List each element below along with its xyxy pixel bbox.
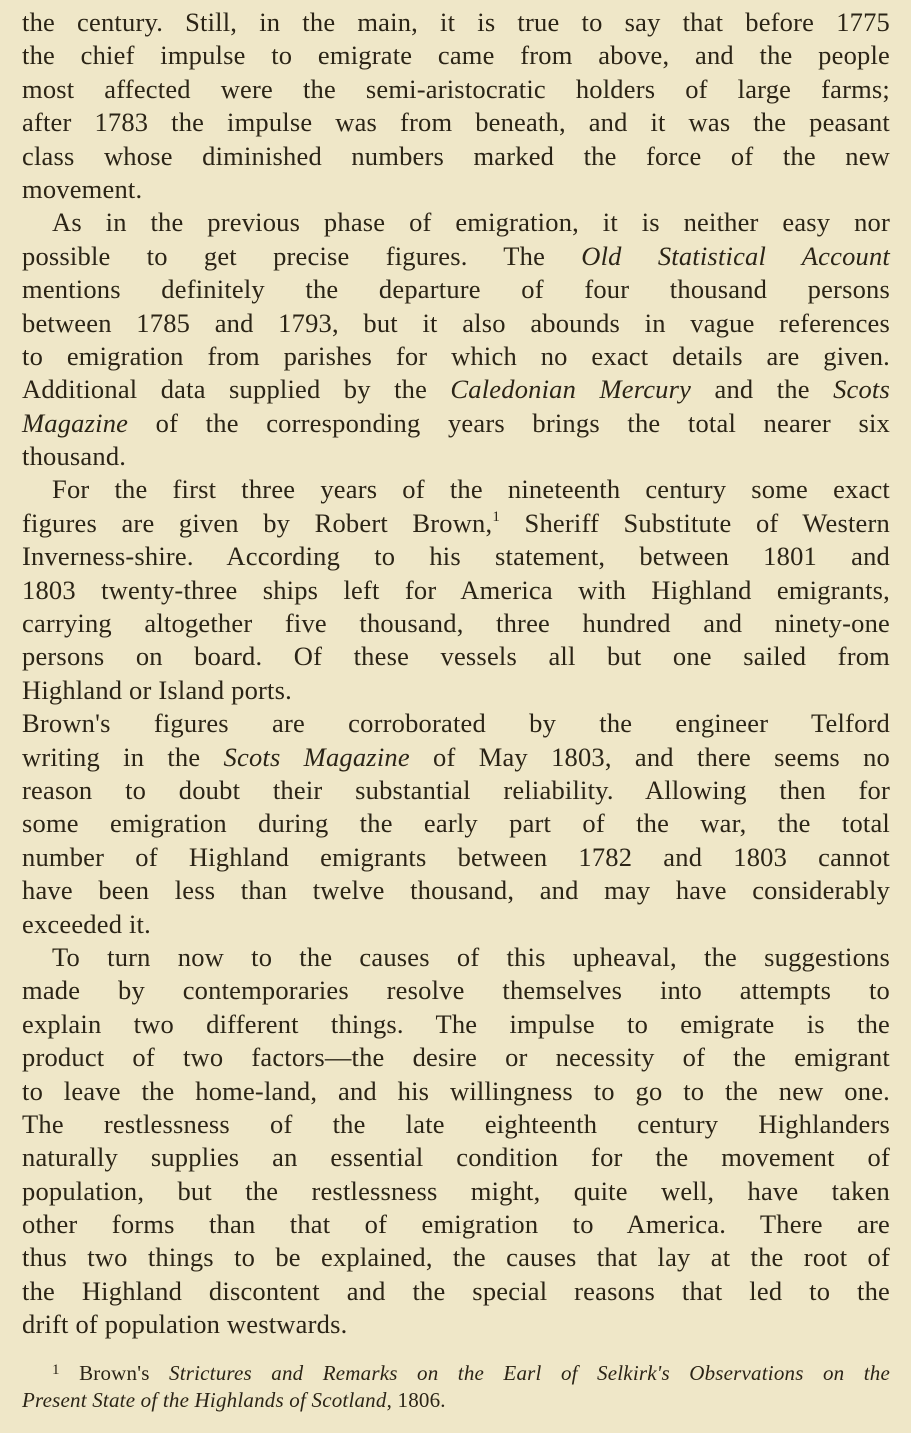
footnote-marker: 1 <box>492 508 501 525</box>
text-segment: of May 1803, and there seems no <box>409 741 890 772</box>
italic-title: Old Statistical Account <box>581 240 890 271</box>
text-segment: persons on board. Of these vessels all but one sailed from <box>22 641 890 672</box>
text-line <box>22 774 890 807</box>
text-line <box>22 1208 890 1241</box>
text-line <box>22 173 890 206</box>
text-line <box>22 206 890 239</box>
text-segment: Brown's figures are corroborated by the engineer Telford <box>22 708 890 739</box>
text-segment: thus two things to be explained, the causes that lay at the root of <box>22 1242 890 1273</box>
italic-title: Caledonian Mercury <box>450 374 692 405</box>
paragraph <box>22 473 890 707</box>
text-segment: Sheriff Substitute of Western <box>500 507 890 538</box>
text-segment: to emigration from parishes for which no exact details are given. <box>22 340 890 371</box>
text-line <box>22 507 890 540</box>
text-line <box>22 106 890 139</box>
text-segment: mentions definitely the departure of four thousand persons <box>22 274 890 305</box>
text-line <box>22 1308 890 1341</box>
text-line <box>22 73 890 106</box>
text-line <box>22 1360 890 1387</box>
text-line <box>22 39 890 72</box>
text-segment: naturally supplies an essential condition for the movement of <box>22 1142 890 1173</box>
text-line <box>22 1008 890 1041</box>
text-line <box>22 140 890 173</box>
text-line <box>22 407 890 440</box>
text-line <box>22 674 890 707</box>
footnote-marker: 1 <box>52 1362 60 1378</box>
text-line <box>22 373 890 406</box>
text-segment: For the first three years of the nineteenth century some exact <box>52 474 890 505</box>
text-line <box>22 607 890 640</box>
text-line <box>22 1075 890 1108</box>
text-line <box>22 941 890 974</box>
text-segment: Brown's <box>59 1361 169 1385</box>
text-segment: To turn now to the causes of this upheaval, the suggestions <box>52 941 890 972</box>
text-line <box>22 1175 890 1208</box>
text-line <box>22 340 890 373</box>
text-line <box>22 707 890 740</box>
text-segment: writing in the <box>22 741 224 772</box>
italic-title: Scots Magazine <box>223 741 410 772</box>
text-line <box>22 473 890 506</box>
text-line <box>22 1387 890 1414</box>
text-segment: exceeded it. <box>22 908 151 939</box>
text-segment: population, but the restlessness might, quite well, have taken <box>22 1175 890 1206</box>
text-line <box>22 574 890 607</box>
text-segment: to leave the home-land, and his willingness to go to the new one. <box>22 1075 890 1106</box>
text-line <box>22 440 890 473</box>
text-segment: the Highland discontent and the special reasons that led to the <box>22 1275 890 1306</box>
text-segment: figures are given by Robert Brown, <box>22 507 493 538</box>
text-line <box>22 974 890 1007</box>
text-segment: the century. Still, in the main, it is true to say that before 1775 <box>22 7 890 37</box>
text-segment: after 1783 the impulse was from beneath, and it was the peasant <box>22 107 890 138</box>
text-segment: the chief impulse to emigrate came from above, and the people <box>22 40 890 71</box>
text-line <box>22 1241 890 1274</box>
italic-title: Present State of the Highlands of Scotland <box>22 1388 387 1412</box>
text-segment: have been less than twelve thousand, and may have considerably <box>22 875 890 906</box>
text-line <box>22 807 890 840</box>
text-segment: product of two factors—the desire or necessity of the emigrant <box>22 1042 890 1073</box>
body-text <box>22 6 890 1342</box>
text-segment: thousand. <box>22 441 127 472</box>
text-line <box>22 908 890 941</box>
italic-title: Magazine <box>22 407 129 438</box>
text-segment: and the <box>691 374 834 405</box>
text-segment: other forms than that of emigration to America. There are <box>22 1209 890 1240</box>
text-segment: made by contemporaries resolve themselves into attempts to <box>22 975 890 1006</box>
text-segment: drift of population westwards. <box>22 1309 348 1340</box>
text-segment: between 1785 and 1793, but it also abounds in vague references <box>22 307 890 338</box>
text-segment: some emigration during the early part of the war, the total <box>22 808 890 839</box>
footnote <box>22 1360 890 1414</box>
text-line <box>22 874 890 907</box>
text-line <box>22 240 890 273</box>
text-segment: 1803 twenty-three ships left for America with Highland emigrants, <box>22 574 890 605</box>
text-line <box>22 841 890 874</box>
text-line <box>22 1141 890 1174</box>
text-segment: Highland or Island ports. <box>22 674 292 705</box>
text-segment: As in the previous phase of emigration, it is neither easy nor <box>52 207 890 238</box>
paragraph <box>22 941 890 1342</box>
text-line <box>22 540 890 573</box>
text-segment: number of Highland emigrants between 1782 and 1803 cannot <box>22 841 890 872</box>
text-segment: Additional data supplied by the <box>22 374 451 405</box>
paragraph <box>22 707 890 941</box>
text-segment: explain two different things. The impulse to emigrate is the <box>22 1008 890 1039</box>
italic-title: Scots <box>833 374 890 405</box>
text-segment: Inverness-shire. According to his statement, between 1801 and <box>22 541 890 572</box>
text-segment: movement. <box>22 173 143 204</box>
italic-title: Strictures and Remarks on the Earl of Selkirk's Observations on the <box>169 1361 891 1385</box>
text-segment: , 1806. <box>386 1388 446 1412</box>
paragraph <box>22 6 890 206</box>
text-segment: most affected were the semi-aristocratic holders of large farms; <box>22 73 890 104</box>
text-segment: possible to get precise figures. The <box>22 240 582 271</box>
text-line <box>22 1275 890 1308</box>
text-segment: of the corresponding years brings the total nearer six <box>128 407 890 438</box>
text-segment: The restlessness of the late eighteenth century Highlanders <box>22 1108 890 1139</box>
text-line <box>22 273 890 306</box>
text-line <box>22 307 890 340</box>
text-line <box>22 741 890 774</box>
text-segment: reason to doubt their substantial reliability. Allowing then for <box>22 774 890 805</box>
text-line <box>22 640 890 673</box>
text-segment: class whose diminished numbers marked the force of the new <box>22 140 890 171</box>
text-line <box>22 1108 890 1141</box>
text-segment: carrying altogether five thousand, three hundred and ninety-one <box>22 608 890 639</box>
text-line <box>22 6 890 39</box>
paragraph <box>22 206 890 473</box>
text-line <box>22 1041 890 1074</box>
